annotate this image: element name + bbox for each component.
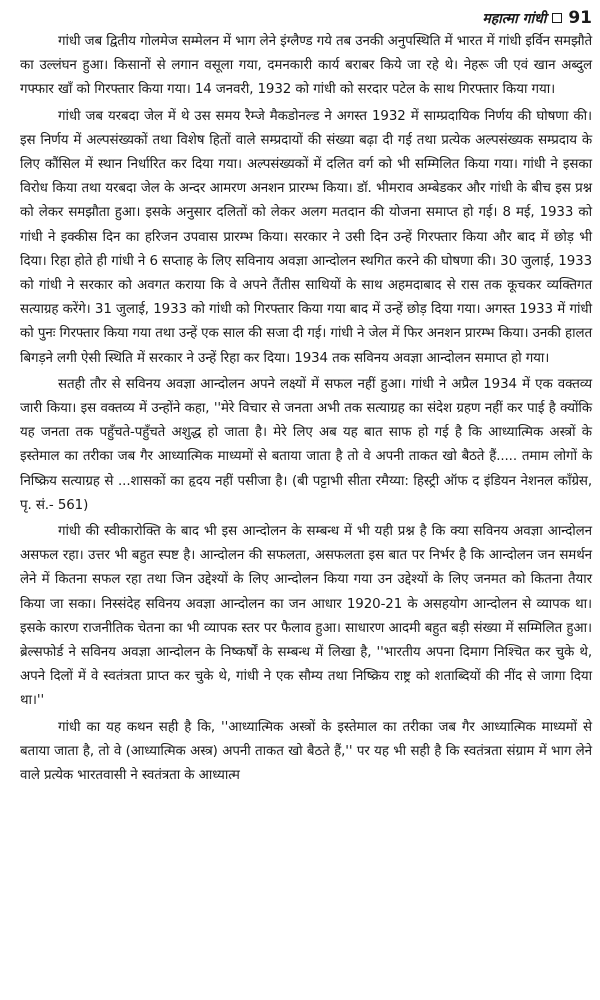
paragraph-4: गांधी की स्वीकारोक्ति के बाद भी इस आन्दोलन के सम्बन्ध में भी यही प्रश्न है कि क्या सविनय अवज्ञा आन्दोलन असफल रहा। उत्तर भी बहुत स्पष्ट है। आन्दोलन की सफलता, असफलता इस बात पर निर्भर है कि आन्दोलन जन समर्थन लेने में कितना सफल रहा तथा जिन उद्देश्यों के लिए आन्दोलन किया गया उन उद्देश्यों के लिए जनमत को कितना तैयार किया जा सका। निस्संदेह सविनय अवज्ञा आन्दोलन का जन आधार 1920-21 के असहयोग आन्दोलन से व्यापक था। इसके कारण राजनीतिक चेतना का भी व्यापक स्तर पर फैलाव हुआ। साधारण आदमी बहुत बड़ी संख्या में सम्मिलित हुआ। ब्रेल्सफोर्ड ने सविनय अवज्ञा आन्दोलन के निष्कर्षों के सम्बन्ध में लिखा है, ''भारतीय अपना दिमाग निश्चित कर चुके थे, अपने दिलों में वे स्वतंत्रता प्राप्त कर चुके थे, गांधी ने एक सौम्य तथा निष्क्रिय राष्ट्र को शताब्दियों की नींद से जागा दिया था।'': [20, 524, 592, 709]
running-title: महात्मा गांधी: [482, 10, 547, 27]
page-number: 91: [568, 8, 592, 28]
square-separator-icon: [552, 13, 562, 23]
paragraph-5: गांधी का यह कथन सही है कि, ''आध्यात्मिक अस्त्रों के इस्तेमाल का तरीका जब गैर आध्यात्मिक माध्यमों से बताया जाता है, तो वे (आध्यात्मिक अस्त्र) अपनी ताकत खो बैठते हैं,'' पर यह भी सही है कि स्वतंत्रता संग्राम में भाग लेने वाले प्रत्येक भारतवासी ने स्वतंत्रता के आध्यात्म: [20, 719, 592, 784]
paragraph-1: गांधी जब द्वितीय गोलमेज सम्मेलन में भाग लेने इंग्लैण्ड गये तब उनकी अनुपस्थिति में भारत में गांधी इर्विन समझौते का उल्लंघन हुआ। किसानों से लगान वसूला गया, दमनकारी कार्य बराबर किये जा रहे थे। नेहरू जी एवं खान अब्दुल गफ्फार खाँ को गिरफ्तार किया गया। 14 जनवरी, 1932 को गांधी को सरदार पटेल के साथ गिरफ्तार किया गया।: [20, 34, 592, 98]
paragraph-2: गांधी जब यरबदा जेल में थे उस समय रैम्जे मैकडोनल्ड ने अगस्त 1932 में साम्प्रदायिक निर्णय की घोषणा की। इस निर्णय में अल्पसंख्यकों तथा विशेष हितों वाले सम्प्रदायों की संख्या बढ़ा दी गई तथा प्रत्येक अल्पसंख्यक सम्प्रदाय के लिए कौंसिल में स्थान निर्धारित कर दिया गया। अल्पसंख्यकों में दलित वर्ग को भी सम्मिलित किया गया। गांधी ने इसका विरोध किया तथा यरबदा जेल के अन्दर आमरण अनशन प्रारम्भ किया। डॉ. भीमराव अम्बेडकर और गांधी के बीच इस प्रश्न को लेकर समझौता हुआ। इसके अनुसार दलितों को लेकर अलग मतदान की योजना समाप्त हो गई। 8 मई, 1933 को गांधी ने इक्कीस दिन का हरिजन उपवास प्रारम्भ किया। सरकार ने उसी दिन उन्हें गिरफ्तार किया और बाद में छोड़ भी दिया। रिहा होते ही गांधी ने 6 सप्ताह के लिए सविनाय अवज्ञा आन्दोलन स्थगित करने की घोषणा की। 30 जुलाई, 1933 को गांधी ने सरकार को अवगत कराया कि वे अपने तैंतीस साथियों के साथ अहमदाबाद से रास तक कूचकर व्यक्तिगत सत्याग्रह करेंगे। 31 जुलाई, 1933 को गांधी को गिरफ्तार किया गया बाद में उन्हें छोड़ दिया गया। अगस्त 1933 में गांधी को पुनः गिरफ्तार किया गया तथा उन्हें एक साल की सजा दी गई। गांधी ने जेल में फिर अनशन प्रारम्भ किया। उनकी हालत बिगड़ने लगी ऐसी स्थिति में सरकार ने उन्हें रिहा कर दिया। 1934 तक सविनय अवज्ञा आन्दोलन समाप्त हो गया।: [20, 108, 592, 366]
paragraph-3: सतही तौर से सविनय अवज्ञा आन्दोलन अपने लक्ष्यों में सफल नहीं हुआ। गांधी ने अप्रैल 1934 में एक वक्तव्य जारी किया। इस वक्तव्य में उन्होंने कहा, ''मेरे विचार से जनता अभी तक सत्याग्रह का संदेश ग्रहण नहीं कर पाई है क्योंकि यह जनता तक पहुँचते-पहुँचते अशुद्ध हो जाता है। मेरे लिए अब यह बात साफ हो गई है कि आध्यात्मिक अस्त्रों के इस्तेमाल का तरीका जब गैर आध्यात्मिक माध्यमों से बताया जाता है तो वे अपनी ताकत खो बैठते हैं..... तमाम लोगों के निष्क्रिय सत्याग्रह से ...शासकों का हृदय नहीं पसीजा है। (बी पट्टाभी सीता रमैय्या: हिस्ट्री ऑफ द इंडियन नेशनल कॉंग्रेस, पृ. सं.- 561): [20, 376, 592, 513]
page-header: [20, 6, 592, 30]
